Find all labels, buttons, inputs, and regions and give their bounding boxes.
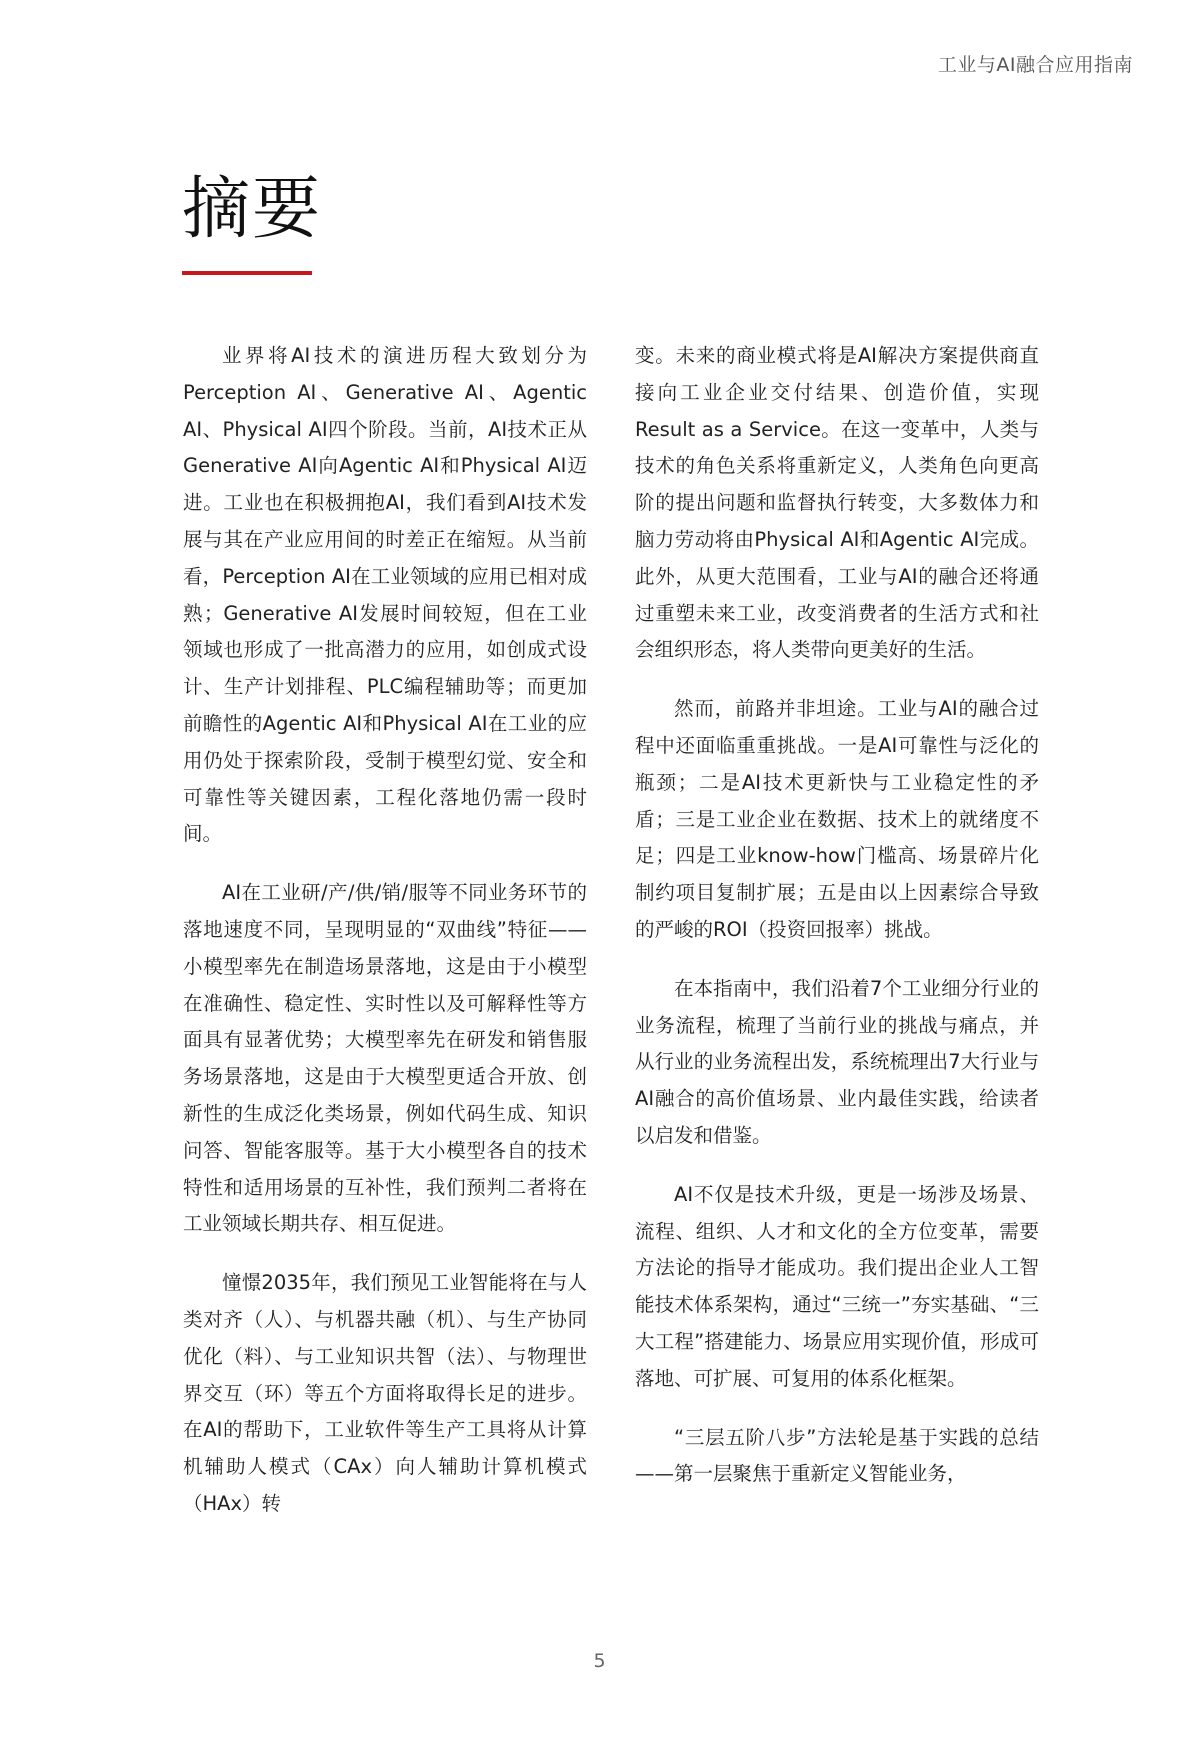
right-column	[635, 338, 1039, 1515]
paragraph-guide-scope: 在本指南中，我们沿着7个工业细分行业的业务流程，梳理了当前行业的挑战与痛点，并从行业的业务流程出发，系统梳理出7大行业与AI融合的高价值场景、业内最佳实践，给读者以启发和借鉴。	[635, 976, 1039, 1147]
left-column	[183, 338, 587, 1545]
running-header: 工业与AI融合应用指南	[937, 54, 1133, 76]
paragraph-challenges: 然而，前路并非坦途。工业与AI的融合过程中还面临重重挑战。一是AI可靠性与泛化的瓶颈；二是AI技术更新快与工业稳定性的矛盾；三是工业企业在数据、技术上的就绪度不足；四是工业know-how门槛高、场景碎片化制约项目复制扩展；五是由以上因素综合导致的严峻的ROI（投资回报率）挑战。	[635, 697, 1039, 941]
title-underline	[182, 271, 312, 275]
paragraph-2035-vision: 憧憬2035年，我们预见工业智能将在与人类对齐（人）、与机器共融（机）、与生产协同优化（料）、与工业知识共智（法）、与物理世界交互（环）等五个方面将取得长足的进步。在AI的帮助下，工业软件等生产工具将从计算机辅助人模式（CAx）向人辅助计算机模式（HAx）转	[183, 1271, 587, 1515]
page-title: 摘要	[182, 170, 323, 249]
paragraph-double-curve: AI在工业研/产/供/销/服等不同业务环节的落地速度不同，呈现明显的“双曲线”特征——小模型率先在制造场景落地，这是由于小模型在准确性、稳定性、实时性以及可解释性等方面具有显著优势；大模型率先在研发和销售服务场景落地，这是由于大模型更适合开放、创新性的生成泛化类场景，例如代码生成、知识问答、智能客服等。基于大小模型各自的技术特性和适用场景的互补性，我们预判二者将在工业领域长期共存、相互促进。	[183, 881, 587, 1236]
paragraph-continuation: 变。未来的商业模式将是AI解决方案提供商直接向工业企业交付结果、创造价值，实现Result as a Service。在这一变革中，人类与技术的角色关系将重新定义，人类角色向更高阶的提出问题和监督执行转变，大多数体力和脑力劳动将由Physical AI和Agentic AI完成。此外，从更大范围看，工业与AI的融合还将通过重塑未来工业，改变消费者的生活方式和社会组织形态，将人类带向更美好的生活。	[635, 344, 1039, 662]
paragraph-ai-evolution: 业界将AI技术的演进历程大致划分为Perception AI、Generative AI、Agentic AI、Physical AI四个阶段。当前，AI技术正从Generative AI向Agentic AI和Physical AI迈进。工业也在积极拥抱AI，我们看到AI技术发展与其在产业应用间的时差正在缩短。从当前看，Perception AI在工业领域的应用已相对成熟；Generative AI发展时间较短，但在工业领域也形成了一批高潜力的应用，如创成式设计、生产计划排程、PLC编程辅助等；而更加前瞻性的Agentic AI和Physical AI在工业的应用仍处于探索阶段，受制于模型幻觉、安全和可靠性等关键因素，工程化落地仍需一段时间。	[183, 344, 587, 846]
paragraph-methodology: AI不仅是技术升级，更是一场涉及场景、流程、组织、人才和文化的全方位变革，需要方法论的指导才能成功。我们提出企业人工智能技术体系架构，通过“三统一”夯实基础、“三大工程”搭建能力、场景应用实现价值，形成可落地、可扩展、可复用的体系化框架。	[635, 1182, 1039, 1390]
page-number: 5	[593, 1650, 606, 1672]
paragraph-method-wheel: “三层五阶八步”方法轮是基于实践的总结——第一层聚焦于重新定义智能业务，	[635, 1425, 1039, 1486]
